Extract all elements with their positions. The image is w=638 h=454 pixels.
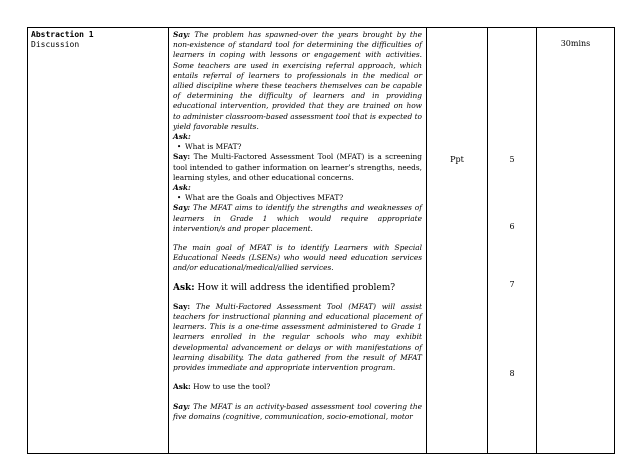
topic-cell	[28, 28, 169, 454]
number-6: 6	[509, 222, 515, 231]
ask-label-2: Ask:	[173, 183, 191, 193]
bullet-item-2: • What are the Goals and Objectives MFAT?	[176, 193, 344, 203]
procedure-cell	[169, 28, 427, 454]
materials-cell	[427, 28, 488, 454]
say-paragraph-3: Say: The MFAT aims to identify the strengths and weaknesses of learners in Grade 1 which would require appropriate intervention/s and proper placement.	[173, 203, 422, 233]
goal-paragraph: The main goal of MFAT is to identify Learners with Special Educational Needs (LSENs) who would need education services and/or educational/medical/allied services.	[173, 243, 422, 273]
lesson-plan-table	[27, 27, 615, 454]
say-paragraph-5: Say: The MFAT is an activity-based assessment tool covering the five domains (cognitive, communication, socio-emotional, motor	[173, 401, 422, 421]
topic-title: Abstraction 1	[31, 30, 94, 39]
topic-subtitle: Discussion	[31, 40, 80, 49]
ask-paragraph-4: Ask: How to use the tool?	[173, 382, 271, 392]
bullet-item-1: • What is MFAT?	[176, 142, 242, 152]
time-cell	[537, 28, 615, 454]
number-5: 5	[509, 155, 515, 164]
ask-label-1: Ask:	[173, 132, 191, 142]
say-paragraph-2: Say: The Multi-Factored Assessment Tool (MFAT) is a screening tool intended to gather information on learner’s strengths, needs, learning styles, and other educational concerns.	[173, 152, 422, 182]
materials-label: Ppt	[450, 155, 464, 164]
number-cell	[488, 28, 537, 454]
table-row	[28, 28, 615, 454]
number-8: 8	[509, 369, 515, 378]
say-paragraph-1: Say: The problem has spawned-over the years brought by the non-existence of standard tool for determining the difficulties of learners in coping with lessons or engagement with activities. Some teachers are used in exercising referral approach, which entails referral of learners to professionals in the medical or allied discipline where these teachers themselves can be capable of determining the difficulty of learners and in providing educational intervention, provided that they are trained on how to administer classroom-based assessment tool that is expected to yield favorable results.	[173, 30, 422, 131]
number-7: 7	[509, 280, 515, 289]
time-label: 30mins	[560, 39, 591, 48]
say-paragraph-4: Say: The Multi-Factored Assessment Tool (MFAT) will assist teachers for instructional planning and educational placement of learners. This is a one-time assessment administered to Grade 1 learners enrolled in the regular schools who may exhibit developmental advancement or delays or with manifestations of learning disability. The data gathered from the result of MFAT provides immediate and appropriate intervention program.	[173, 301, 422, 373]
ask-paragraph-3: Ask: How it will address the identified problem?	[173, 282, 396, 293]
